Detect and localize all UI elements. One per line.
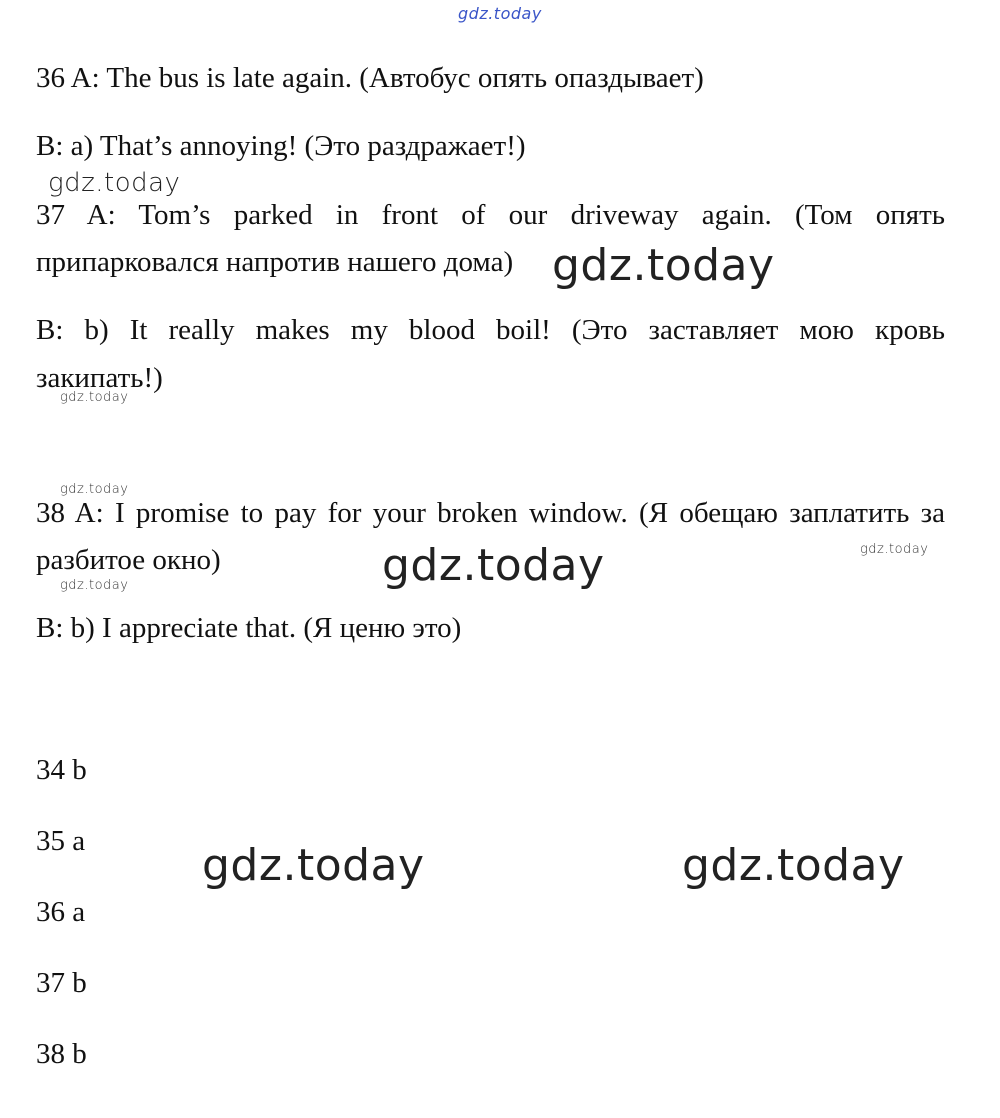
dialogue-37-a-line1: 37 A: Tom’s parked in front of our driveway again. (Том опять: [36, 199, 945, 231]
dialogue-37-b-line2: закипать!): [36, 362, 163, 394]
dialogue-36-a: 36 A: The bus is late again. (Автобус опять опаздывает): [36, 62, 704, 94]
watermark: gdz.today: [682, 840, 905, 891]
watermark: gdz.today: [860, 542, 929, 557]
watermark: gdz.today: [202, 840, 425, 891]
dialogue-38-a-line2: разбитое окно): [36, 544, 221, 576]
dialogue-37-a-line2: припарковался напротив нашего дома): [36, 246, 514, 278]
dialogue-38-a-line1: 38 A: I promise to pay for your broken window. (Я обещаю заплатить за: [36, 497, 945, 529]
answer-item: 36 a: [36, 896, 86, 928]
dialogue-37-b-line1: B: b) It really makes my blood boil! (Это заставляет мою кровь: [36, 314, 945, 346]
watermark: gdz.today: [60, 578, 129, 593]
answer-item: 35 a: [36, 825, 86, 857]
answer-item: 34 b: [36, 754, 87, 786]
watermark: gdz.today: [552, 240, 775, 291]
answer-item: 37 b: [36, 967, 87, 999]
dialogue-36-b: B: a) That’s annoying! (Это раздражает!): [36, 130, 526, 162]
watermark: gdz.today: [48, 168, 181, 198]
watermark: gdz.today: [382, 540, 605, 591]
watermark: gdz.today: [60, 482, 129, 497]
watermark-top: gdz.today: [458, 4, 542, 23]
dialogue-38-b: B: b) I appreciate that. (Я ценю это): [36, 612, 462, 644]
watermark: gdz.today: [60, 390, 129, 405]
answer-item: 38 b: [36, 1038, 87, 1070]
